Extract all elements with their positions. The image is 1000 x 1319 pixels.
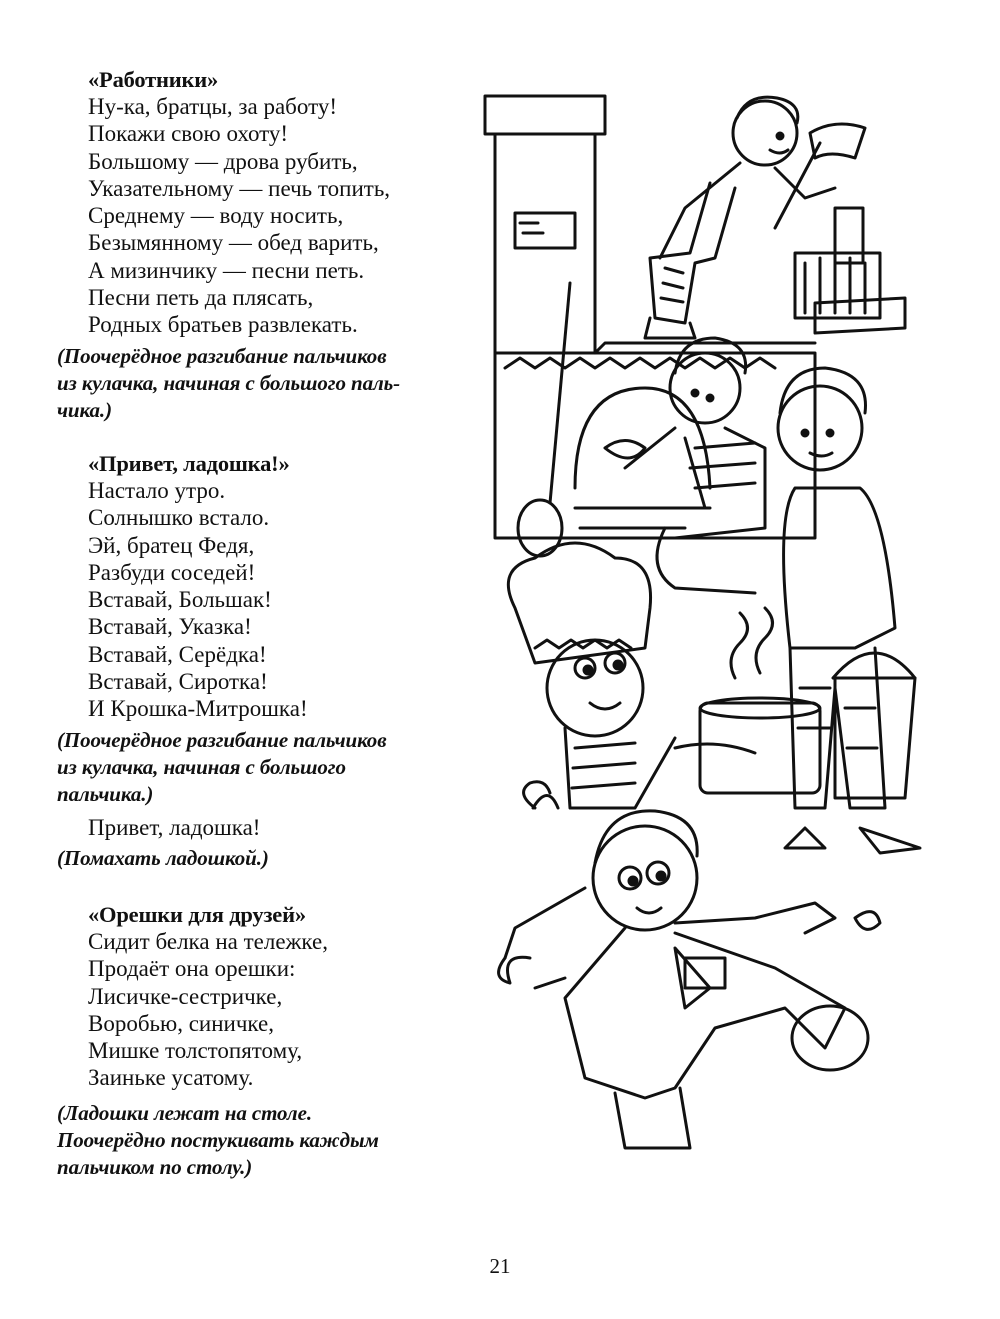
boy-with-bucket-drawing (778, 368, 920, 853)
poem-line: Эй, братец Федя, (88, 532, 255, 558)
note-line: (Ладошки лежат на столе. (57, 1100, 312, 1125)
instruction-note (57, 1100, 457, 1181)
poem-line: Покажи свою охоту! (88, 121, 289, 147)
poem-line: Продаёт она орешки: (88, 956, 296, 982)
note-line: (Поочерёдное разгибание пальчиков (57, 727, 387, 752)
poem-line: Большому — дрова рубить, (88, 148, 358, 174)
poem-line: И Крошка-Митрошка! (88, 696, 308, 722)
instruction-note (57, 845, 457, 872)
girl-chef-drawing (508, 543, 820, 808)
instruction-note (57, 727, 457, 808)
poem-line: Мишке толстопятому, (88, 1038, 303, 1064)
poem-line: Указательному — печь топить, (88, 175, 391, 201)
poem-line: Вставай, Большак! (88, 587, 272, 613)
note-line: из кулачка, начиная с большого (57, 754, 346, 779)
poem-line: Привет, ладошка! (88, 814, 261, 840)
note-line: (Поочерёдное разгибание пальчиков (57, 343, 387, 368)
poem-line: Вставай, Указка! (88, 614, 252, 640)
poem-oreshki (57, 901, 457, 1181)
instruction-note (57, 343, 457, 424)
poem-line: Вставай, Серёдка! (88, 641, 267, 667)
poem-title: «Привет, ладошка!» (88, 451, 290, 476)
poem-line: Вставай, Сиротка! (88, 669, 268, 695)
boy-cooking-drawing (605, 338, 765, 593)
girl-dancing-drawing (499, 782, 880, 1148)
poem-line: Безымянному — обед варить, (88, 230, 379, 256)
poem-line: Разбуди соседей! (88, 559, 256, 585)
poem-line: А мизинчику — песни петь. (88, 257, 365, 283)
poem-line: Настало утро. (88, 478, 226, 503)
note-line: пальчиком по столу.) (57, 1154, 253, 1179)
poem-rabotniki (57, 66, 457, 424)
poem-title: «Работники» (88, 67, 219, 92)
poem-line: Заиньке усатому. (88, 1065, 254, 1091)
poem-line: Солнышко встало. (88, 505, 270, 531)
poem-line: Лисичке-сестричке, (88, 983, 283, 1009)
note-line: из кулачка, начиная с большого паль- (57, 370, 401, 395)
poem-line: Ну-ка, братцы, за работу! (88, 94, 337, 119)
note-line: чика.) (57, 397, 112, 422)
poem-title: «Орешки для друзей» (88, 902, 306, 927)
note-line: (Помахать ладошкой.) (57, 845, 269, 870)
poem-line: Родных братьев развлекать. (88, 312, 358, 338)
note-line: Поочерёдно постукивать каждым (57, 1127, 379, 1152)
children-chores-illustration (475, 88, 940, 1173)
poem-privet-ladoshka (57, 450, 457, 872)
boy-chopping-wood-drawing (645, 97, 905, 338)
poem-line: Сидит белка на тележке, (88, 929, 328, 954)
page-number: 21 (489, 1254, 511, 1278)
poem-line: Среднему — воду носить, (88, 203, 344, 229)
poem-line: Песни петь да плясать, (88, 285, 314, 311)
poem-line: Воробью, синичке, (88, 1010, 274, 1036)
note-line: пальчика.) (57, 781, 154, 806)
